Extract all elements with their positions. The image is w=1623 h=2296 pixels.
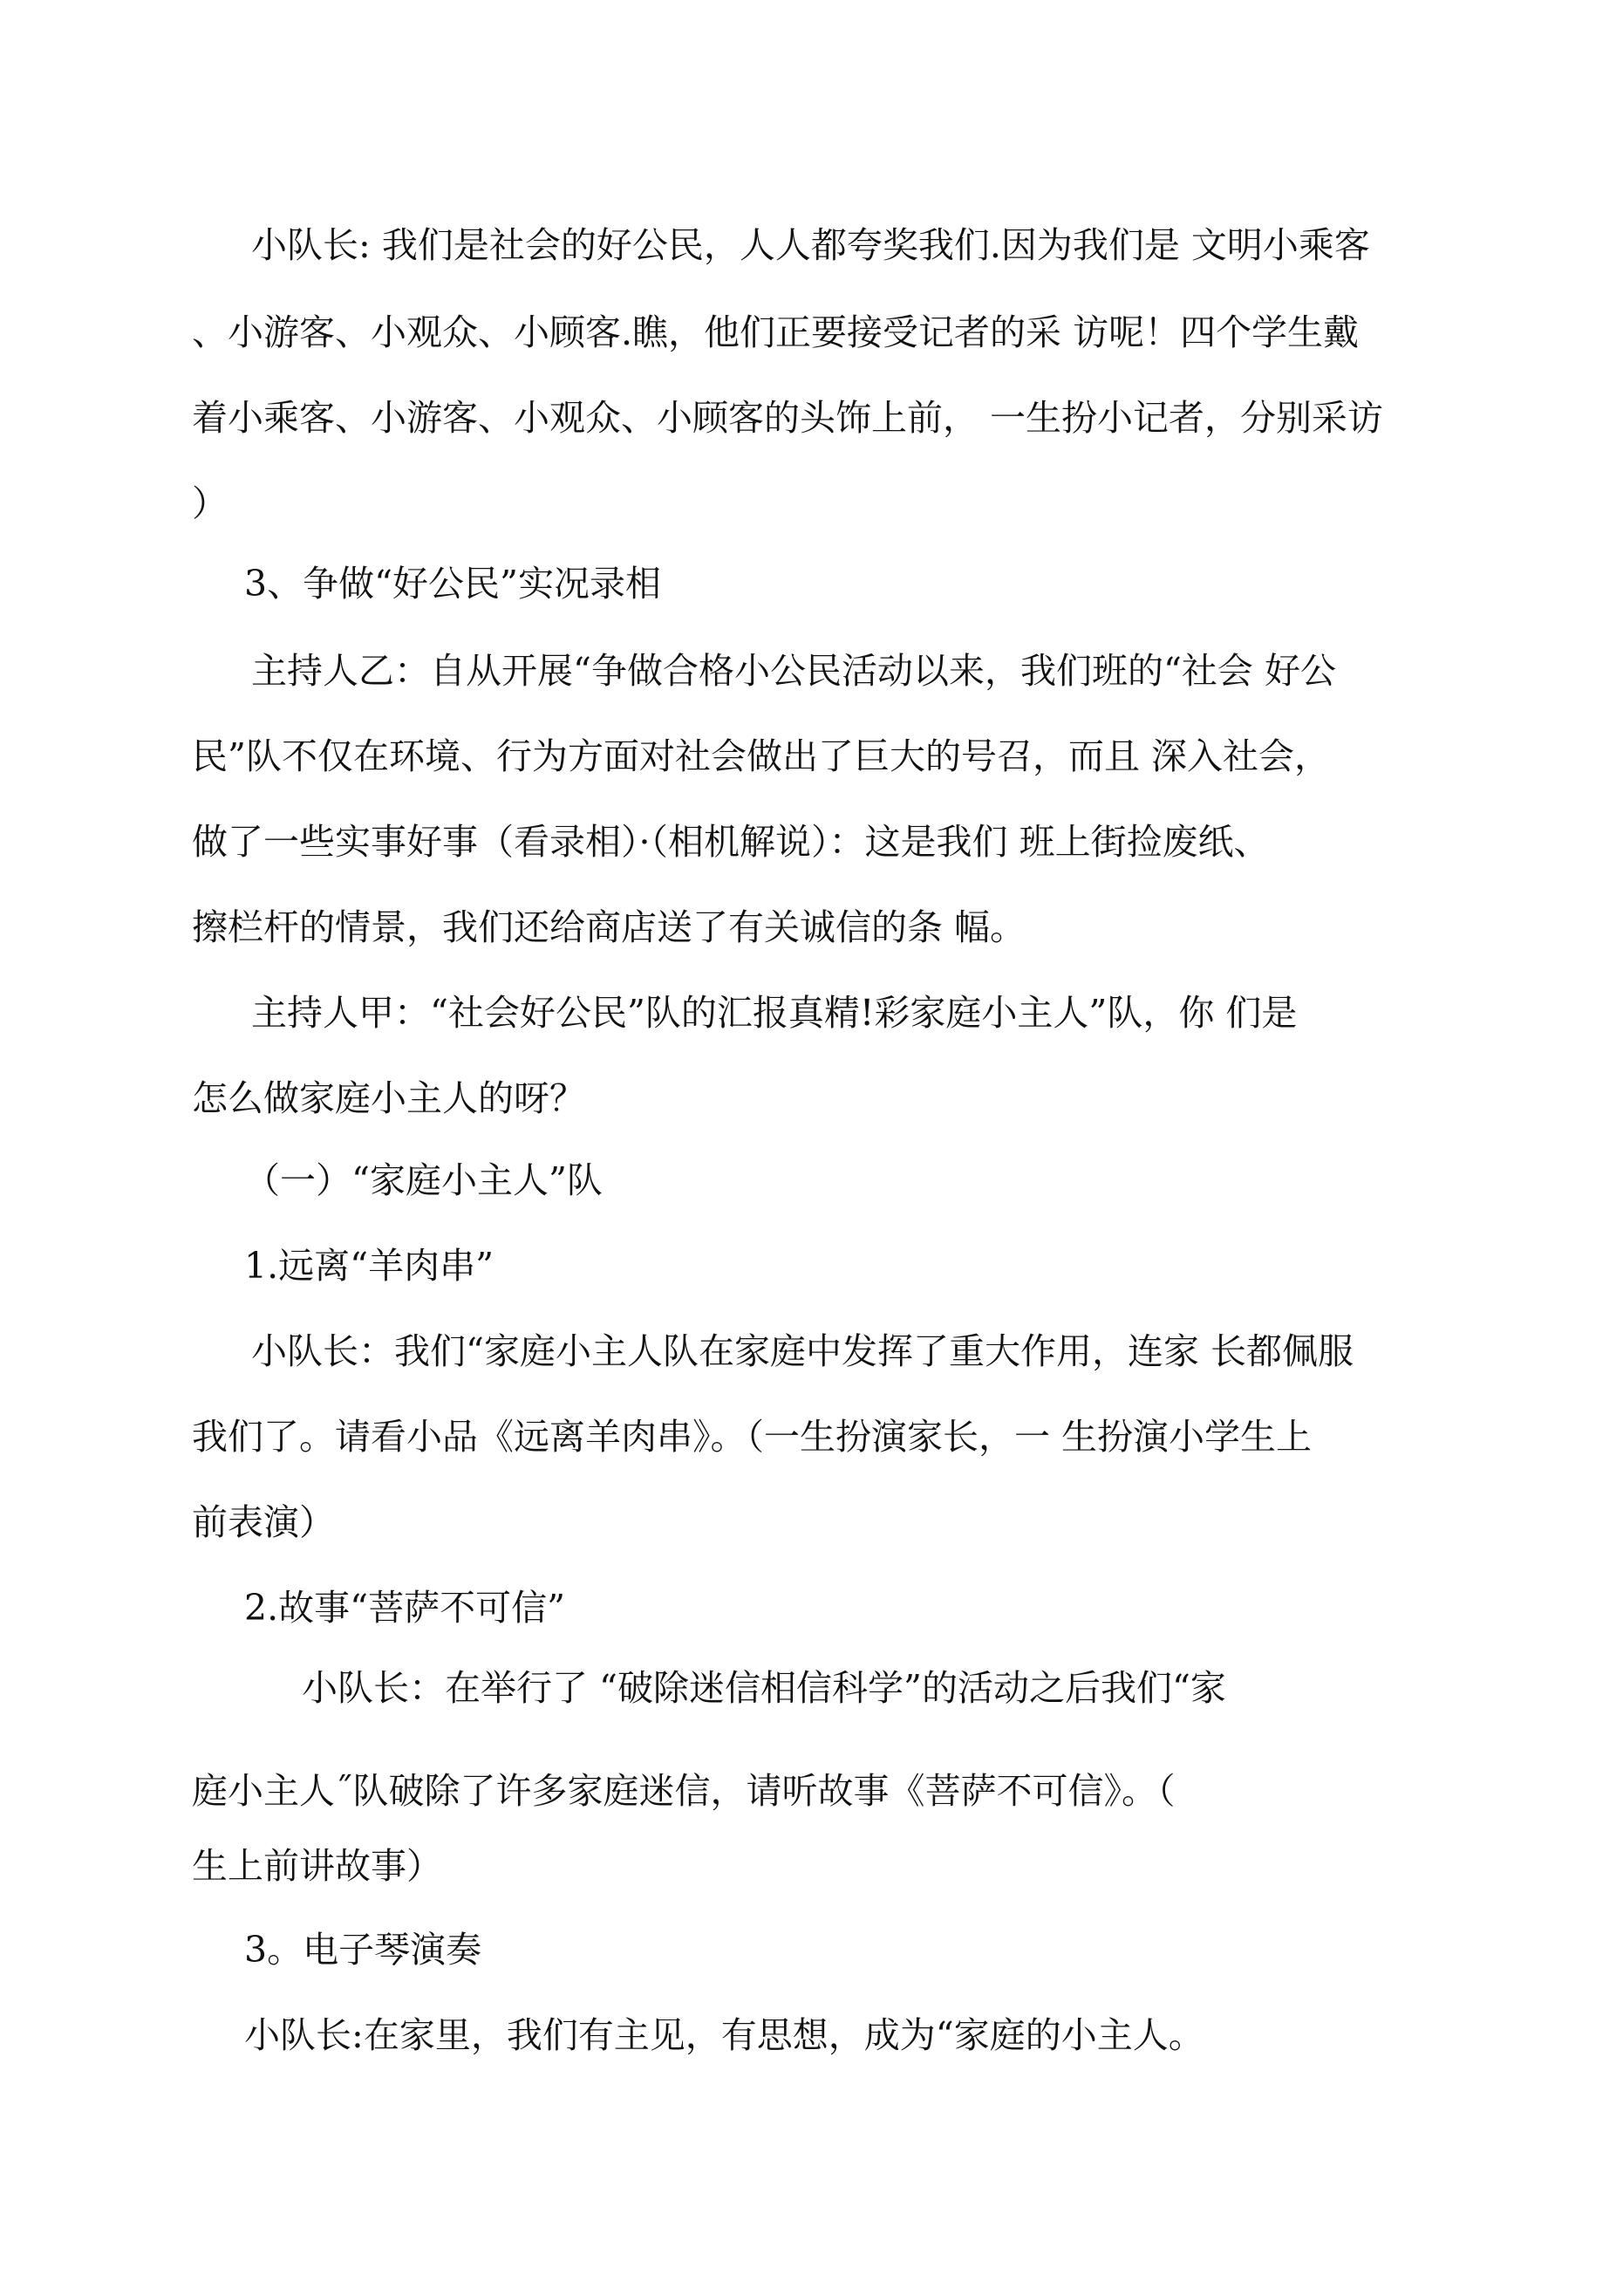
paragraph-line-4: ）	[192, 482, 228, 524]
paragraph-line-6: 民”队不仅在环境、行为方面对社会做出了巨大的号召，而且 深入社会，	[192, 735, 1330, 777]
section-heading-2: （一）“家庭小主人”队	[244, 1159, 603, 1201]
paragraph-line-3: 着小乘客、小游客、小观众、小顾客的头饰上前， 一生扮小记者，分别采访	[192, 397, 1384, 439]
section-heading: 3、争做“好公民”实况录相	[244, 563, 662, 605]
subheading-3: 3。电子琴演奏	[244, 1929, 482, 1971]
paragraph-line-7: 做了一些实事好事（看录相）·（相机解说）：这是我们 班上街捡废纸、	[192, 821, 1270, 863]
paragraph-line-14: 小队长：在举行了 “破除迷信相信科学”的活动之后我们“家	[302, 1667, 1226, 1709]
subheading-1: 1.远离“羊肉串”	[244, 1245, 494, 1287]
paragraph-line-8: 擦栏杆的情景，我们还给商店送了有关诚信的条 幅。	[192, 906, 1026, 948]
paragraph-line-10: 怎么做家庭小主人的呀？	[192, 1077, 585, 1119]
paragraph-line-17: 小队长:在家里，我们有主见，有思想，成为“家庭的小主人。	[244, 2014, 1204, 2056]
paragraph-line-1: 小队长: 我们是社会的好公民，人人都夸奖我们.因为我们是 文明小乘客	[251, 224, 1370, 266]
paragraph-line-11: 小队长：我们“家庭小主人队在家庭中发挥了重大作用，连家 长都佩服	[251, 1330, 1354, 1372]
paragraph-line-2: 、小游客、小观众、小顾客.瞧，他们正要接受记者的采 访呢！四个学生戴	[192, 311, 1360, 353]
paragraph-line-16: 生上前讲故事）	[192, 1845, 442, 1887]
paragraph-line-12: 我们了。请看小品《远离羊肉串》。（一生扮演家长，一 生扮演小学生上	[192, 1416, 1313, 1458]
subheading-2: 2.故事“菩萨不可信”	[244, 1587, 566, 1629]
paragraph-line-13: 前表演）	[192, 1501, 335, 1543]
paragraph-line-5: 主持人乙：自从开展“争做合格小公民活动以来，我们班的“社会 好公	[251, 650, 1336, 692]
paragraph-line-9: 主持人甲：“社会好公民”队的汇报真精!彩家庭小主人”队，你 们是	[251, 992, 1298, 1034]
paragraph-line-15: 庭小主人˝队破除了许多家庭迷信，请听故事《菩萨不可信》。（	[192, 1770, 1176, 1812]
